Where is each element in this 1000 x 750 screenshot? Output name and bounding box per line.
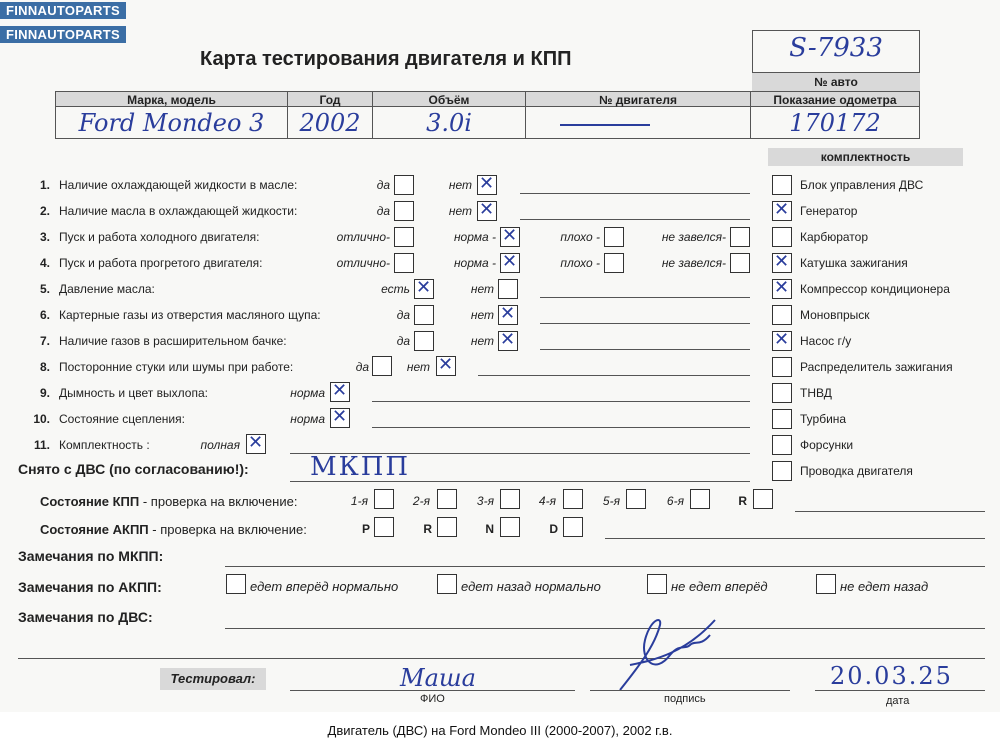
q8-yes-label: да (355, 360, 369, 374)
q5-no-label: нет (470, 282, 494, 296)
q3-nostart-checkbox[interactable] (730, 227, 750, 247)
comp-carburetor-label: Карбюратор (800, 230, 869, 244)
comp-distributor-label: Распределитель зажигания (800, 360, 953, 374)
kpp-gear-2-label: 2-я (412, 494, 430, 508)
kpp-gear-r-checkbox[interactable] (753, 489, 773, 509)
comp-coil-label: Катушка зажигания (800, 256, 908, 270)
q2-yes-checkbox[interactable] (394, 201, 414, 221)
remarks-mkpp-label: Замечания по МКПП: (18, 548, 164, 564)
akpp-gear-p-label: P (361, 522, 370, 536)
q9-line (372, 401, 750, 402)
akpp-gear-r-label: R (423, 522, 432, 536)
q10-normal-checkbox[interactable] (330, 408, 350, 428)
comp-tnvd-label: ТНВД (800, 386, 832, 400)
q8-no-checkbox[interactable] (436, 356, 456, 376)
q2-line (520, 219, 750, 220)
q1-line (520, 193, 750, 194)
removed-line (290, 481, 750, 482)
comp-injectors-checkbox[interactable] (772, 435, 792, 455)
akpp-gear-p-checkbox[interactable] (374, 517, 394, 537)
comp-tnvd-checkbox[interactable] (772, 383, 792, 403)
kpp-gear-1-label: 1-я (350, 494, 368, 508)
removed-label: Снято с ДВС (по согласованию!): (18, 461, 249, 477)
q6-yes-label: да (396, 308, 410, 322)
q11-full-checkbox[interactable] (246, 434, 266, 454)
akpp-gear-n-checkbox[interactable] (500, 517, 520, 537)
q3-normal-checkbox[interactable] (500, 227, 520, 247)
q4-normal-label: норма - (453, 256, 496, 270)
q8-num: 8. (39, 360, 50, 374)
remarks-extra-line (18, 658, 985, 659)
q1-no-label: нет (448, 178, 472, 192)
q7-yes-checkbox[interactable] (414, 331, 434, 351)
q6-text: Картерные газы из отверстия масляного щупа: (59, 308, 321, 322)
q2-no-label: нет (448, 204, 472, 218)
akpp-forward-ok-checkbox[interactable] (226, 574, 246, 594)
q3-bad-checkbox[interactable] (604, 227, 624, 247)
engine-no-dash (560, 124, 650, 126)
akpp-gear-d-checkbox[interactable] (563, 517, 583, 537)
q4-normal-checkbox[interactable] (500, 253, 520, 273)
q7-text: Наличие газов в расширительном бачке: (59, 334, 287, 348)
q5-exists-label: есть (381, 282, 410, 296)
header-odometer: Показание одометра (750, 91, 920, 107)
comp-monoinjection-label: Моновпрыск (800, 308, 870, 322)
q5-no-checkbox[interactable] (498, 279, 518, 299)
kpp-gear-5-checkbox[interactable] (626, 489, 646, 509)
q8-yes-checkbox[interactable] (372, 356, 392, 376)
q2-text: Наличие масла в охлаждающей жидкости: (59, 204, 298, 218)
q5-num: 5. (39, 282, 50, 296)
akpp-gear-d-label: D (549, 522, 558, 536)
comp-ecu-checkbox[interactable] (772, 175, 792, 195)
kpp-gear-3-checkbox[interactable] (500, 489, 520, 509)
comp-ecu-label: Блок управления ДВС (800, 178, 924, 192)
comp-generator-label: Генератор (800, 204, 858, 218)
remarks-akpp-label: Замечания по АКПП: (18, 579, 162, 595)
q2-num: 2. (39, 204, 50, 218)
q4-text: Пуск и работа прогретого двигателя: (59, 256, 263, 270)
q8-line (478, 375, 750, 376)
q10-line (372, 427, 750, 428)
signature-label: подпись (664, 693, 706, 705)
kpp-gear-2-checkbox[interactable] (437, 489, 457, 509)
q3-bad-label: плохо - (560, 230, 600, 244)
q3-nostart-label: не завелся- (661, 230, 726, 244)
q8-no-label: нет (406, 360, 430, 374)
image-caption: Двигатель (ДВС) на Ford Mondeo III (2000-2007), 2002 г.в. (0, 712, 1000, 750)
comp-carburetor-checkbox[interactable] (772, 227, 792, 247)
comp-ps-pump-label: Насос г/у (800, 334, 852, 348)
watermark-bottom: FINNAUTOPARTS (0, 26, 126, 43)
remarks-mkpp-line (225, 566, 985, 567)
car-number-label: № авто (752, 73, 920, 91)
q3-num: 3. (39, 230, 50, 244)
q5-exists-checkbox[interactable] (414, 279, 434, 299)
q1-yes-checkbox[interactable] (394, 175, 414, 195)
date-line (815, 690, 985, 691)
q7-no-checkbox[interactable] (498, 331, 518, 351)
comp-turbine-checkbox[interactable] (772, 409, 792, 429)
akpp-forward-ok-label: едет вперёд нормально (250, 579, 399, 594)
q4-num: 4. (39, 256, 50, 270)
fio-line (290, 690, 575, 691)
q10-num: 10. (33, 412, 50, 426)
header-volume: Объём (372, 91, 526, 107)
akpp-label-suffix: - проверка на включение: (148, 522, 307, 537)
q9-num: 9. (39, 386, 50, 400)
comp-wiring-checkbox[interactable] (772, 461, 792, 481)
header-brand-model: Марка, модель (55, 91, 288, 107)
q1-no-checkbox[interactable] (477, 175, 497, 195)
comp-wiring-label: Проводка двигателя (800, 464, 913, 478)
akpp-gear-n-label: N (485, 522, 494, 536)
q11-full-label: полная (200, 438, 240, 452)
q5-line (540, 297, 750, 298)
q6-num: 6. (39, 308, 50, 322)
date-label: дата (886, 695, 910, 707)
akpp-gear-r-checkbox[interactable] (437, 517, 457, 537)
tester-name: Маша (400, 664, 476, 692)
kpp-gear-1-checkbox[interactable] (374, 489, 394, 509)
q9-text: Дымность и цвет выхлопа: (59, 386, 208, 400)
date-value: 20.03.25 (830, 662, 953, 690)
akpp-label (40, 522, 307, 537)
kpp-label-suffix: - проверка на включение: (139, 494, 298, 509)
comp-monoinjection-checkbox[interactable] (772, 305, 792, 325)
q4-bad-label: плохо - (560, 256, 600, 270)
kpp-gear-r-label: R (738, 494, 747, 508)
kpp-gear-4-checkbox[interactable] (563, 489, 583, 509)
kpp-label (40, 494, 297, 509)
q1-num: 1. (39, 178, 50, 192)
watermark-top: FINNAUTOPARTS (0, 2, 126, 19)
akpp-no-backward-label: не едет назад (840, 579, 929, 594)
q9-normal-checkbox[interactable] (330, 382, 350, 402)
q10-text: Состояние сцепления: (59, 412, 185, 426)
akpp-no-forward-checkbox[interactable] (647, 574, 667, 594)
q4-excellent-checkbox[interactable] (394, 253, 414, 273)
q8-text: Посторонние стуки или шумы при работе: (59, 360, 294, 374)
value-volume: 3.0i (372, 107, 526, 139)
q7-num: 7. (39, 334, 50, 348)
q1-yes-label: да (376, 178, 390, 192)
header-year: Год (287, 91, 373, 107)
q3-text: Пуск и работа холодного двигателя: (59, 230, 260, 244)
akpp-backward-ok-label: едет назад нормально (461, 579, 601, 594)
q6-line (540, 323, 750, 324)
q4-nostart-checkbox[interactable] (730, 253, 750, 273)
fio-label: ФИО (420, 693, 445, 705)
completeness-title: комплектность (768, 148, 963, 166)
q3-excellent-checkbox[interactable] (394, 227, 414, 247)
q6-yes-checkbox[interactable] (414, 305, 434, 325)
q7-line (540, 349, 750, 350)
kpp-line (795, 511, 985, 512)
akpp-label-bold: Состояние АКПП (40, 522, 149, 537)
comp-turbine-label: Турбина (800, 412, 847, 426)
q2-no-checkbox[interactable] (477, 201, 497, 221)
comp-ac-compressor-checkbox[interactable] (772, 279, 792, 299)
q7-yes-label: да (396, 334, 410, 348)
kpp-gear-3-label: 3-я (476, 494, 494, 508)
akpp-no-backward-checkbox[interactable] (816, 574, 836, 594)
q7-no-label: нет (470, 334, 494, 348)
signature-line (590, 690, 790, 691)
kpp-gear-6-checkbox[interactable] (690, 489, 710, 509)
q10-normal-label: норма (290, 412, 325, 426)
q5-text: Давление масла: (59, 282, 155, 296)
q9-normal-label: норма (290, 386, 325, 400)
akpp-no-forward-label: не едет вперёд (671, 579, 768, 594)
kpp-gear-4-label: 4-я (538, 494, 556, 508)
comp-generator-checkbox[interactable] (772, 201, 792, 221)
page-title: Карта тестирования двигателя и КПП (200, 48, 572, 70)
value-engine-no (525, 107, 751, 139)
value-odometer: 170172 (750, 107, 920, 139)
comp-ac-compressor-label: Компрессор кондиционера (800, 282, 950, 296)
q6-no-label: нет (470, 308, 494, 322)
value-brand-model: Ford Mondeo 3 (55, 107, 288, 139)
kpp-gear-6-label: 6-я (666, 494, 684, 508)
akpp-backward-ok-checkbox[interactable] (437, 574, 457, 594)
kpp-gear-5-label: 5-я (602, 494, 620, 508)
header-engine-no: № двигателя (525, 91, 751, 107)
q4-nostart-label: не завелся- (661, 256, 726, 270)
q3-normal-label: норма - (453, 230, 496, 244)
q2-yes-label: да (376, 204, 390, 218)
remarks-dvs-label: Замечания по ДВС: (18, 609, 153, 625)
akpp-line (605, 538, 985, 539)
q11-num: 11. (33, 438, 50, 452)
value-year: 2002 (287, 107, 373, 139)
q4-excellent-label: отлично- (336, 256, 390, 270)
comp-distributor-checkbox[interactable] (772, 357, 792, 377)
comp-injectors-label: Форсунки (800, 438, 854, 452)
removed-value: МКПП (310, 452, 411, 482)
q4-bad-checkbox[interactable] (604, 253, 624, 273)
q11-text: Комплектность : (59, 438, 150, 452)
q6-no-checkbox[interactable] (498, 305, 518, 325)
q1-text: Наличие охлаждающей жидкости в масле: (59, 178, 298, 192)
comp-ps-pump-checkbox[interactable] (772, 331, 792, 351)
kpp-label-bold: Состояние КПП (40, 494, 140, 509)
tested-by-label: Тестировал: (160, 668, 266, 690)
signature-icon (600, 605, 720, 700)
car-number-value: S-7933 (789, 33, 883, 63)
comp-coil-checkbox[interactable] (772, 253, 792, 273)
q3-excellent-label: отлично- (336, 230, 390, 244)
